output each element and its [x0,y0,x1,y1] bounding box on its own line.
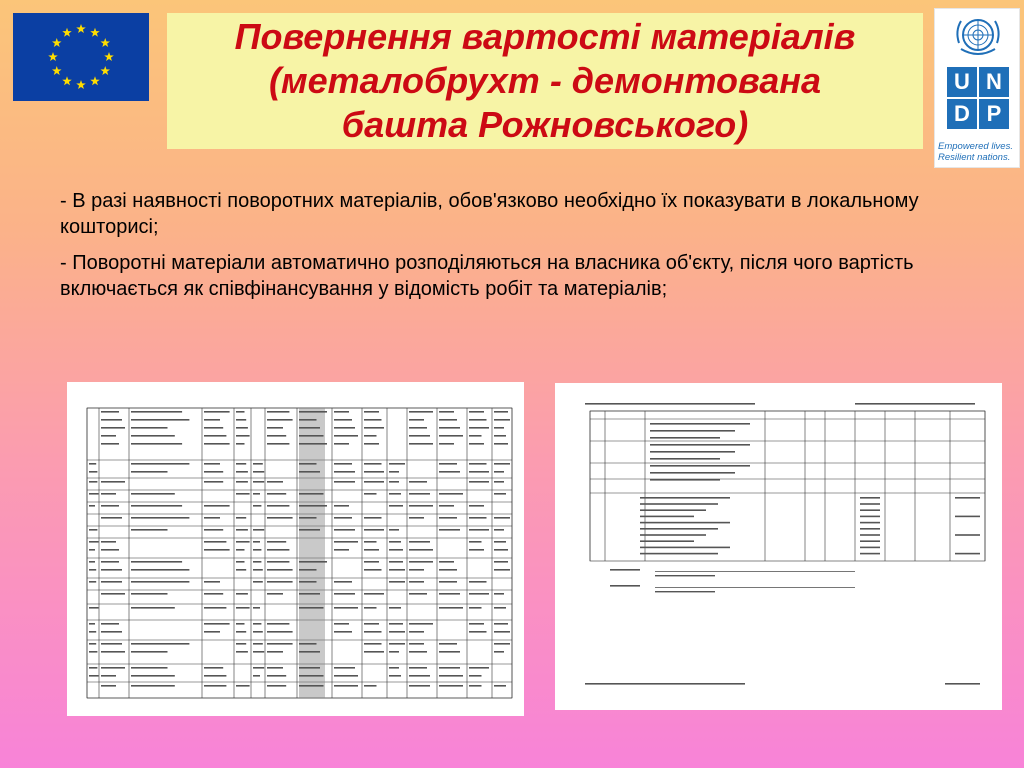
title-line: башта Рожновського) [341,104,749,145]
bullet-returnable-materials: - В разі наявності поворотних матеріалів, обов'язково необхідно їх показувати в локальному кошторисі; [60,190,919,238]
bullet-distribution: - Поворотні матеріали автоматично розподіляються на власника об'єкту, після чого вартість включається як співфінансування у відомість робіт та матеріалів; [60,252,914,300]
scanned-document-icon [67,382,524,716]
eu-star-icon [100,38,110,47]
scanned-estimate-image [555,383,1002,710]
undp-tagline-line: Empowered lives. [938,141,1013,152]
undp-letter: N [979,67,1009,97]
eu-star-icon [62,28,72,37]
body-text [60,188,960,312]
eu-star-icon [100,66,110,75]
title-box [167,13,923,149]
eu-star-icon [48,52,58,61]
undp-letter: D [947,99,977,129]
undp-letter: P [979,99,1009,129]
scanned-document-icon [555,383,1002,710]
undp-letter: U [947,67,977,97]
undp-letters [947,67,1009,129]
eu-star-icon [76,24,86,33]
eu-star-icon [52,38,62,47]
scanned-table-image [67,382,524,716]
eu-star-icon [52,66,62,75]
undp-logo [934,8,1020,168]
undp-tagline-line: Resilient nations. [938,152,1011,163]
title-line: (металобрухт - демонтована [268,60,822,101]
undp-tagline [938,141,1020,163]
eu-star-icon [104,52,114,61]
un-emblem-icon [947,13,1009,61]
eu-star-icon [76,80,86,89]
eu-star-icon [90,28,100,37]
eu-star-icon [90,76,100,85]
page-title [235,15,856,147]
title-line: Повернення вартості матеріалів [234,16,856,57]
eu-flag-icon [13,13,149,101]
eu-star-icon [62,76,72,85]
